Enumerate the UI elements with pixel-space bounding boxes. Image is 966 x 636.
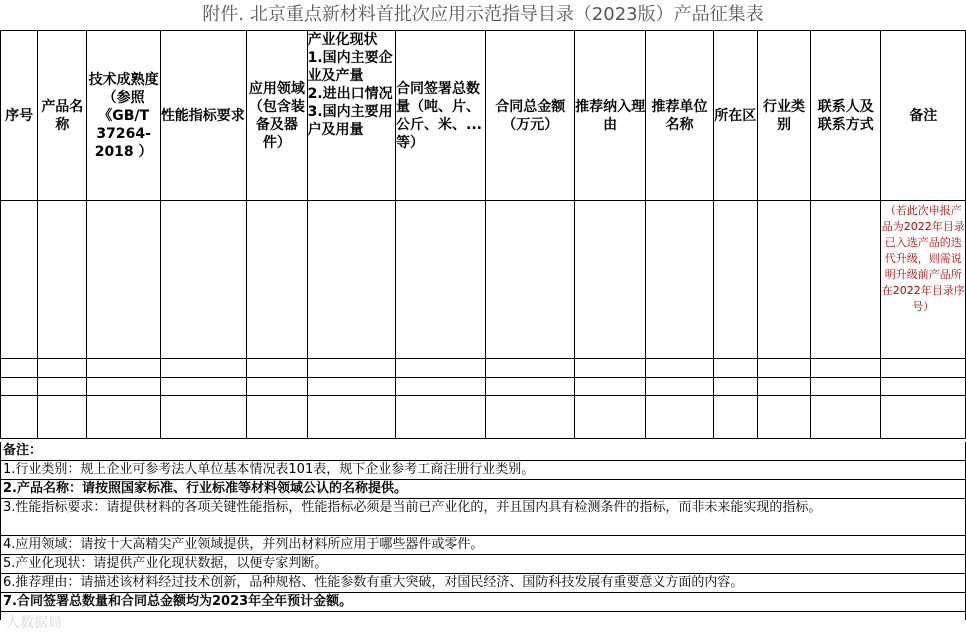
table-cell[interactable] [757,378,810,396]
header-remark: 备注 [881,31,966,201]
table-cell[interactable] [1,359,38,378]
table-cell[interactable] [713,396,757,439]
note-item: 3.性能指标要求：请提供材料的各项关键性能指标，性能指标必须是当前已产业化的，并且国内具有检测条件的指标，而非未来能实现的指标。 [0,499,966,536]
table-cell[interactable] [38,378,87,396]
table-cell[interactable] [307,359,395,378]
table-cell[interactable] [38,359,87,378]
table-cell[interactable] [160,359,246,378]
table-cell[interactable] [396,201,486,359]
table-row [1,396,966,439]
table-cell[interactable] [1,378,38,396]
table-cell[interactable] [757,201,810,359]
table-cell[interactable] [646,378,713,396]
table-row [1,378,966,396]
table-cell[interactable] [396,359,486,378]
table-cell[interactable] [646,396,713,439]
notes-section [0,442,966,612]
table-cell[interactable] [38,201,87,359]
table-cell[interactable] [87,396,160,439]
table-cell[interactable] [881,378,966,396]
note-item: 7.合同签署总数量和合同总金额均为2023年全年预计金额。 [0,593,966,612]
notes-heading: 备注： [0,442,966,461]
table-cell[interactable] [713,378,757,396]
table-cell[interactable] [38,396,87,439]
table-cell[interactable] [713,359,757,378]
table-cell[interactable] [881,396,966,439]
header-industry: 行业类别 [757,31,810,201]
header-product-name: 产品名称 [38,31,87,201]
notes-left-border [0,442,1,620]
table-cell[interactable] [486,396,574,439]
table-cell[interactable] [87,359,160,378]
header-application: 应用领域（包含装备及器件） [247,31,307,201]
table-cell[interactable] [247,396,307,439]
note-item: 5.产业化现状：请提供产业化现状数据，以便专家判断。 [0,555,966,574]
note-item: 2.产品名称：请按照国家标准、行业标准等材料领域公认的名称提供。 [0,480,966,499]
table-cell[interactable] [811,359,881,378]
page-title: 附件. 北京重点新材料首批次应用示范指导目录（2023版）产品征集表 [202,4,764,25]
table-cell[interactable] [87,378,160,396]
table-cell[interactable] [757,359,810,378]
header-row [1,31,966,201]
table-cell[interactable] [1,201,38,359]
table-cell[interactable] [646,201,713,359]
table-cell[interactable] [574,359,645,378]
header-reason: 推荐纳入理由 [574,31,645,201]
product-table [0,30,966,439]
header-contact: 联系人及联系方式 [811,31,881,201]
table-cell[interactable] [811,396,881,439]
table-cell[interactable] [713,201,757,359]
table-cell[interactable] [307,396,395,439]
table-cell[interactable] [247,201,307,359]
table-cell[interactable] [160,396,246,439]
table-cell[interactable] [574,378,645,396]
table-cell[interactable] [486,378,574,396]
table-cell[interactable] [646,359,713,378]
note-item: 6.推荐理由：请描述该材料经过技术创新，品种规格、性能参数有重大突破，对国民经济、国防科技发展有重要意义方面的内容。 [0,574,966,593]
table-cell[interactable] [307,201,395,359]
table-cell[interactable] [1,396,38,439]
table-cell[interactable] [307,378,395,396]
table-cell[interactable] [486,359,574,378]
table-cell[interactable] [574,396,645,439]
table-cell[interactable] [574,201,645,359]
table-cell[interactable] [881,359,966,378]
header-performance: 性能指标要求 [160,31,246,201]
table-cell[interactable] [757,396,810,439]
table-cell[interactable] [811,201,881,359]
table-cell[interactable] [247,378,307,396]
header-recommender: 推荐单位名称 [646,31,713,201]
note-item: 4.应用领域：请按十大高精尖产业领域提供，并列出材料所应用于哪些器件或零件。 [0,536,966,555]
header-industrialization: 产业化现状 1.国内主要企业及产量 2.进出口情况 3.国内主要用户及用量 [307,31,395,201]
table-row [1,201,966,359]
header-maturity: 技术成熟度（参照《GB/T 37264-2018 ） [87,31,160,201]
table-cell[interactable] [160,201,246,359]
header-district: 所在区 [713,31,757,201]
table-cell[interactable] [247,359,307,378]
table-cell[interactable] [396,378,486,396]
table-cell[interactable] [160,378,246,396]
header-index: 序号 [1,31,38,201]
remark-note-cell: （若此次申报产品为2022年目录已入选产品的迭代升级，则需说明升级前产品所在2022年目录序号） [881,201,966,359]
header-contract-amount: 合同总金额（万元） [486,31,574,201]
table-cell[interactable] [87,201,160,359]
note-item: 1.行业类别：规上企业可参考法人单位基本情况表101表，规下企业参考工商注册行业类别。 [0,461,966,480]
table-row [1,359,966,378]
table-cell[interactable] [486,201,574,359]
table-cell[interactable] [396,396,486,439]
header-contract-quantity: 合同签署总数量（吨、片、公斤、米、...等） [396,31,486,201]
table-cell[interactable] [811,378,881,396]
watermark: 人数据局 [6,615,62,631]
